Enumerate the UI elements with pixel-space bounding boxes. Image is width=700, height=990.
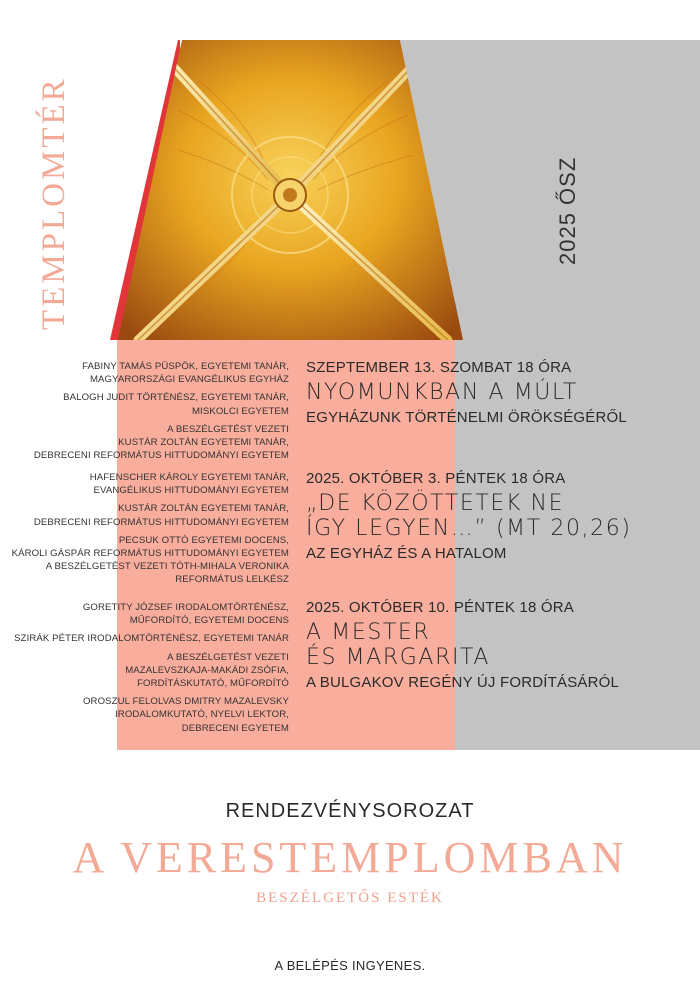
participant-line: MŰFORDÍTÓ, EGYETEMI DOCENS [129, 615, 289, 627]
participant-line: FORDÍTÁSKUTATÓ, MŰFORDÍTÓ [137, 678, 289, 690]
participant-line: A BESZÉLGETÉST VEZETI TÓTH-MIHALA VERONIKA [45, 561, 289, 573]
event-date: SZEPTEMBER 13. SZOMBAT 18 ÓRA [306, 359, 572, 376]
participant-line: SZIRÁK PÉTER IRODALOMTÖRTÉNÉSZ, EGYETEMI TANÁR [14, 633, 289, 645]
event-title-line-1: „DE KÖZÖTTETEK NE [306, 491, 565, 516]
event-title-line-2: ÍGY LEGYEN…” (MT 20,26) [306, 516, 632, 541]
participant-line: DEBRECENI REFORMÁTUS HITTUDOMÁNYI EGYETEM [33, 450, 289, 462]
participant-line: MISKOLCI EGYETEM [191, 405, 289, 417]
event-3-participants [14, 601, 289, 735]
series-subtitle: BESZÉLGETŐS ESTÉK [256, 890, 444, 906]
season-label: 2025 ŐSZ [555, 156, 580, 265]
participant-line: REFORMÁTUS LELKÉSZ [175, 574, 289, 586]
event-title-line-2: ÉS MARGARITA [306, 645, 491, 670]
participant-line: PECSUK OTTÓ EGYETEMI DOCENS, [118, 534, 289, 546]
event-1-participants [34, 360, 289, 462]
vertical-title: TEMPLOMTÉR [36, 76, 72, 330]
participant-line: DEBRECENI EGYETEM [181, 722, 289, 734]
participant-line: IRODALOMKUTATÓ, NYELVI LEKTOR, [115, 709, 289, 721]
event-title: NYOMUNKBAN A MÚLT [306, 380, 578, 405]
event-2-participants [12, 471, 289, 587]
entry-note: A BELÉPÉS INGYENES. [274, 958, 426, 973]
event-1 [306, 359, 627, 427]
participant-line: MAGYARORSZÁGI EVANGÉLIKUS EGYHÁZ [89, 374, 289, 386]
participant-line: GORETITY JÓZSEF IRODALOMTÖRTÉNÉSZ, [82, 602, 289, 613]
participant-line: KUSTÁR ZOLTÁN EGYETEMI TANÁR, [118, 503, 289, 515]
participant-line: KÁROLI GÁSPÁR REFORMÁTUS HITTUDOMÁNYI EGYETEM [11, 548, 289, 560]
gray-slant [400, 40, 455, 340]
participant-line: EVANGÉLIKUS HITTUDOMÁNYI EGYETEM [93, 485, 289, 497]
event-2 [306, 470, 632, 563]
series-label: RENDEZVÉNYSOROZAT [225, 800, 475, 822]
participant-line: A BESZÉLGETÉST VEZETI [167, 423, 289, 435]
participant-line: OROSZUL FELOLVAS DMITRY MAZALEVSKY [83, 696, 289, 708]
participant-line: BALOGH JUDIT TÖRTÉNÉSZ, EGYETEMI TANÁR, [63, 392, 289, 404]
event-subtitle: EGYHÁZUNK TÖRTÉNELMI ÖRÖKSÉGÉRŐL [306, 409, 627, 426]
event-subtitle: A BULGAKOV REGÉNY ÚJ FORDÍTÁSÁRÓL [306, 674, 620, 691]
participant-line: DEBRECENI REFORMÁTUS HITTUDOMÁNYI EGYETEM [33, 516, 289, 528]
event-date: 2025. OKTÓBER 3. PÉNTEK 18 ÓRA [306, 470, 566, 487]
participant-line: A BESZÉLGETÉST VEZETI [167, 651, 289, 663]
event-date: 2025. OKTÓBER 10. PÉNTEK 18 ÓRA [306, 599, 574, 616]
event-subtitle: AZ EGYHÁZ ÉS A HATALOM [306, 545, 507, 562]
event-3 [306, 599, 619, 692]
participant-line: MAZALEVSZKAJA-MAKÁDI ZSÓFIA, [125, 664, 289, 676]
event-title-line-1: A MESTER [306, 620, 431, 645]
participant-line: KUSTÁR ZOLTÁN EGYETEMI TANÁR, [118, 437, 289, 449]
participant-line: FABINY TAMÁS PÜSPÖK, EGYETEMI TANÁR, [82, 361, 289, 372]
participant-line: HAFENSCHER KÁROLY EGYETEMI TANÁR, [89, 472, 289, 483]
main-title: A VERESTEMPLOMBAN [72, 833, 628, 882]
